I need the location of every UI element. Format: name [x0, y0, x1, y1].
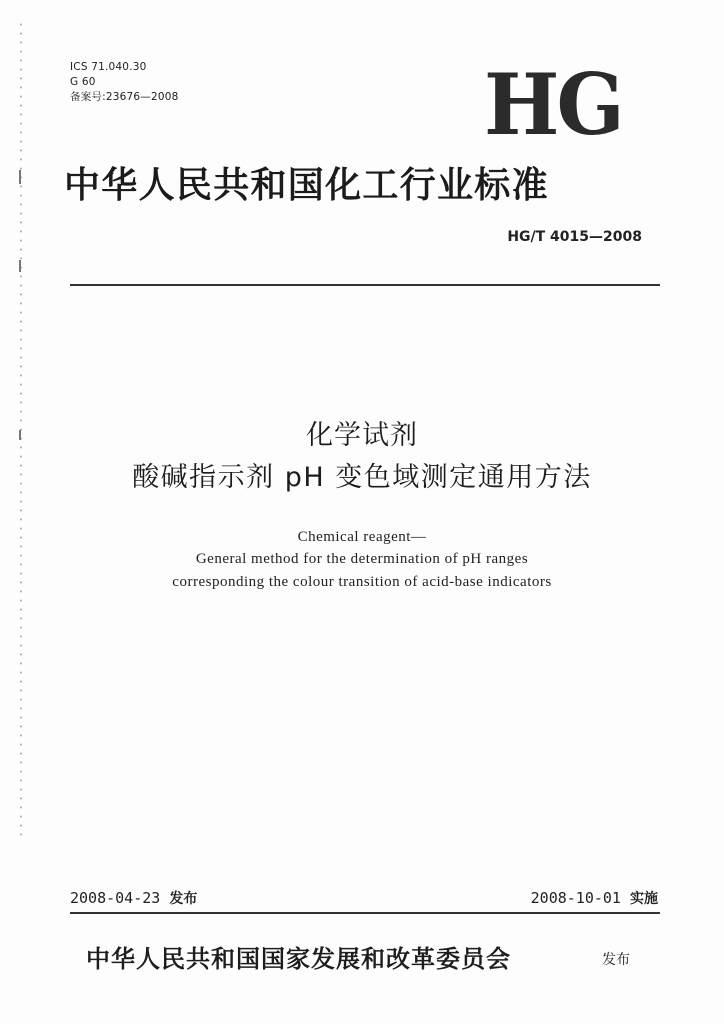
issuing-label: 发布 — [602, 952, 630, 968]
top-divider — [70, 284, 660, 286]
issue-label: 发布 — [169, 891, 198, 907]
hg-logo: HG — [484, 55, 622, 154]
implement-date: 2008-10-01 — [530, 889, 621, 907]
english-title-line-2: General method for the determination of pH ranges — [195, 551, 529, 567]
standard-code: HG/T 4015—2008 — [507, 229, 642, 245]
issuing-authority: 中华人民共和国国家发展和改革委员会 — [86, 944, 511, 973]
classification-info — [70, 60, 178, 105]
bottom-divider — [70, 912, 660, 914]
binding-mark — [19, 170, 21, 184]
filing-number: 备案号:23676—2008 — [70, 91, 179, 103]
chinese-title-line-1: 化学试剂 — [306, 420, 418, 451]
binding-mark — [19, 260, 21, 272]
english-title-line-1: Chemical reagent— — [297, 529, 427, 545]
implement-date-block — [531, 888, 658, 909]
ccs-number: G 60 — [70, 76, 96, 88]
english-title-line-3: corresponding the colour transition of acid-base indicators — [172, 574, 552, 590]
issue-date-block — [70, 888, 197, 909]
standard-category-title: 中华人民共和国化工行业标准 — [64, 164, 549, 206]
ics-number: ICS 71.040.30 — [70, 61, 147, 73]
chinese-title-line-2: 酸碱指示剂 pH 变色域测定通用方法 — [132, 462, 592, 493]
implement-label: 实施 — [630, 891, 658, 907]
issue-date: 2008-04-23 — [70, 889, 161, 907]
